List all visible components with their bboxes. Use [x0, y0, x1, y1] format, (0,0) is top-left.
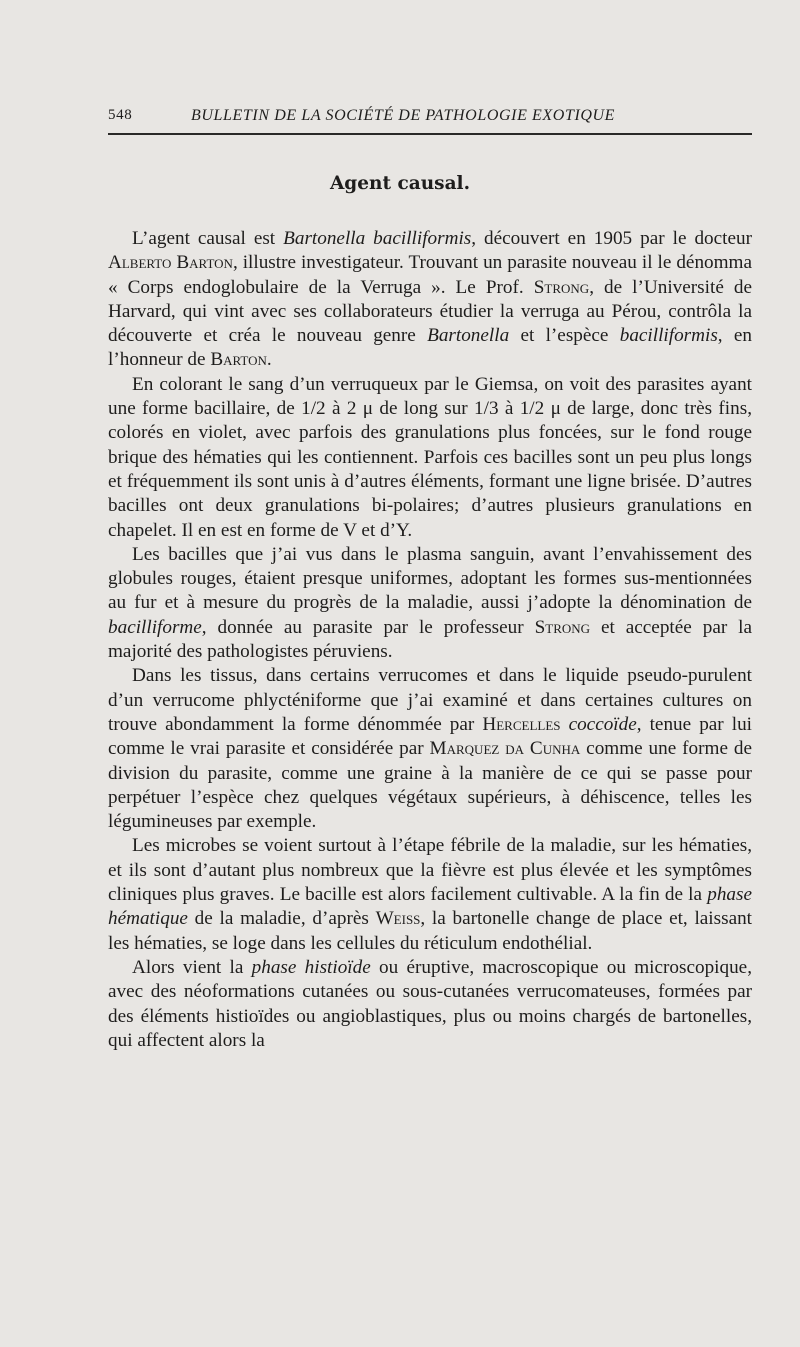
text-run: , donnée au parasite par le professeur	[201, 616, 535, 638]
text-run: .	[266, 349, 272, 371]
text-run: , la bartonelle change de place et, laissant les hématies, se loge dans les cellules du réticulum endothélial.	[108, 908, 753, 954]
italic-text: bacilliforme	[108, 616, 202, 638]
small-caps-name: Alberto Barton	[108, 252, 233, 274]
section-heading: Agent causal.	[329, 173, 471, 194]
text-run: , tenue par lui comme le vrai parasite et considérée par	[108, 713, 753, 760]
text-run: Dans les tissus, dans certains verrucomes et dans le liquide pseudo-purulent d’un verrucome phlycténiforme que j’ai examiné et dans certaines cultures on trouve abondamment la forme dénommée par	[108, 665, 752, 735]
text-run: , de l’Université de Harvard, qui vint avec ses collaborateurs étudier la verruga au Pérou, contrôla la découverte et créa le nouveau genre	[108, 276, 752, 347]
text-run	[561, 714, 569, 735]
italic-text: Bartonella bacilliformis	[283, 228, 472, 249]
small-caps-name: Weiss	[375, 908, 421, 930]
text-run: Alors vient la	[132, 956, 252, 978]
italic-text: phase histioïde	[251, 956, 371, 978]
paragraph	[108, 956, 752, 1053]
italic-text: phase hématique	[108, 884, 752, 930]
body-text	[108, 227, 752, 1053]
italic-text: coccoïde	[568, 713, 637, 735]
paragraph	[108, 834, 752, 955]
italic-text: Bartonella	[427, 325, 510, 347]
small-caps-name: Barton	[210, 349, 267, 371]
page-number: 548	[108, 107, 133, 123]
header-rule	[108, 133, 752, 135]
text-run: de la maladie, d’après	[187, 908, 376, 930]
paragraph	[108, 227, 752, 373]
small-caps-name: Strong	[533, 276, 590, 298]
paragraph	[108, 373, 752, 543]
italic-text: bacilliformis	[619, 325, 718, 347]
text-run: ou éruptive, macroscopique ou microscopique, avec des néoformations cutanées ou sous-cutanées verrucomateuses, formées par des éléments histioïdes ou angioblastiques, plus ou moins chargés de bartonelles, qui affectent alors la	[108, 956, 753, 1051]
text-run: , en l’honneur de	[108, 325, 752, 371]
text-run: L’agent causal est	[132, 228, 284, 249]
small-caps-name: Strong	[534, 616, 591, 638]
running-head	[108, 107, 752, 129]
small-caps-name: Marquez da Cunha	[429, 738, 581, 760]
text-run: , découvert en 1905 par le docteur	[471, 228, 752, 249]
journal-title: BULLETIN DE LA SOCIÉTÉ DE PATHOLOGIE EXOTIQUE	[191, 107, 616, 124]
paragraph	[108, 664, 752, 834]
small-caps-name: Hercelles	[482, 713, 561, 735]
text-run: et acceptée par la majorité des pathologistes péruviens.	[108, 616, 753, 663]
text-run: Les bacilles que j’ai vus dans le plasma sanguin, avant l’envahissement des globules rouges, étaient presque uniformes, adoptant les formes sus-mentionnées au fur et à mesure du progrès de la maladie, aussi j’adopte la dénomination de	[108, 543, 752, 614]
text-run: En colorant le sang d’un verruqueux par le Giemsa, on voit des parasites ayant une forme bacillaire, de 1/2 à 2 μ de long sur 1/3 à 1/2 μ de large, donc très fins, colorés en violet, avec parfois des granulations plus foncées, sur le fond rouge brique des hématies qui les contiennent. Parfois ces bacilles sont un peu plus longs et fréquemment ils sont unis à d’autres éléments, formant une ligne brisée. D’autres bacilles ont deux granulations bi-polaires; d’autres plusieurs granulations en chapelet. Il en est en forme de V et d’Y.	[108, 373, 752, 541]
text-run: Les microbes se voient surtout à l’étape fébrile de la maladie, sur les hématies, et ils sont d’autant plus nombreux que la fièvre est plus élevée et les symptômes cliniques plus graves. Le bacille est alors facilement cultivable. A la fin de la	[108, 835, 752, 906]
text-run: , illustre investigateur. Trouvant un parasite nouveau il le dénomma « Corps endoglobulaire de la Verruga ». Le Prof.	[108, 252, 753, 298]
text-run: comme une forme de division du parasite, comme une graine à la manière de ce qui se passe pour perpétuer l’espèce chez quelques végétaux supérieurs, à déhiscence, telles les légumineuses par exemple.	[108, 738, 752, 833]
paragraph	[108, 543, 752, 664]
text-run: et l’espèce	[509, 325, 620, 347]
